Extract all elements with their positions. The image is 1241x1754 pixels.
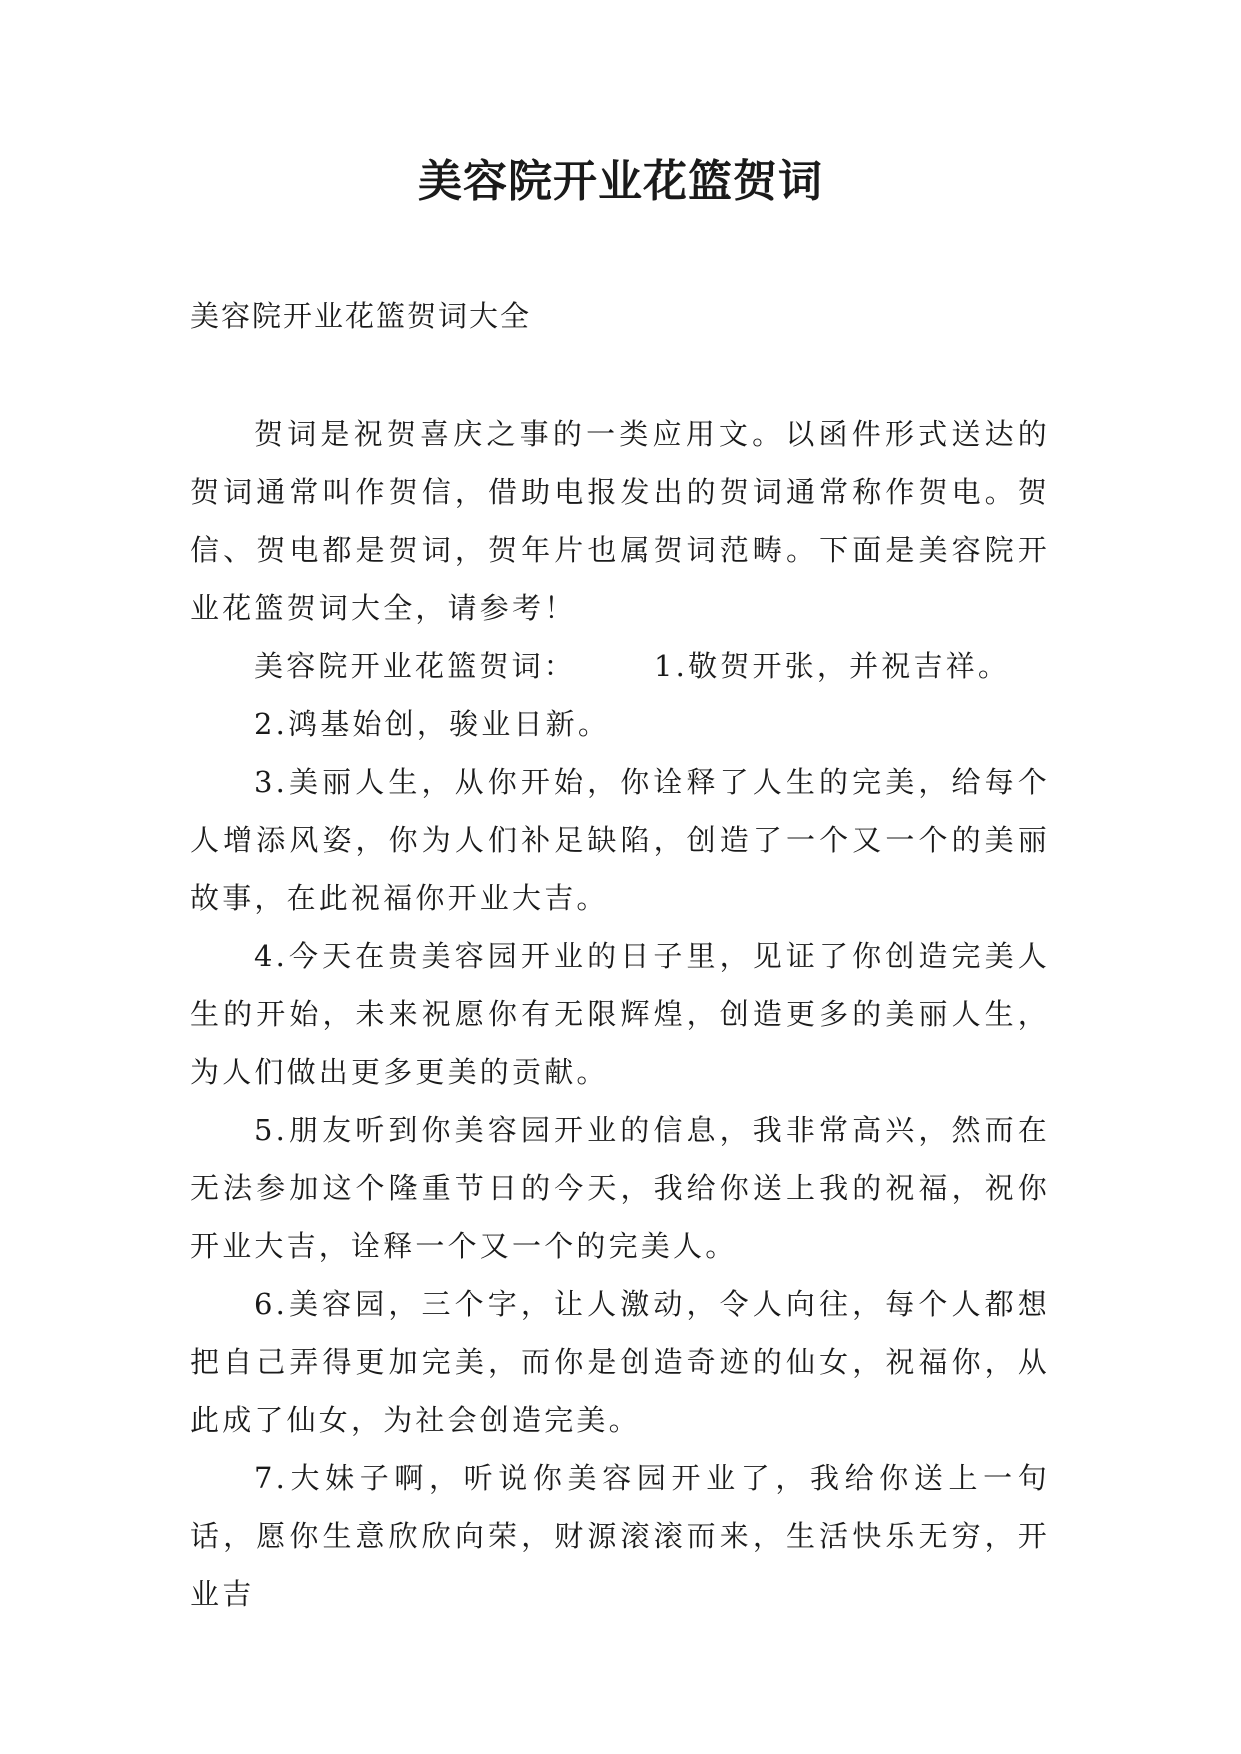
list-item-5: 5.朋友听到你美容园开业的信息，我非常高兴，然而在无法参加这个隆重节日的今天，我给你送上我的祝福，祝你开业大吉，诠释一个又一个的完美人。	[190, 1113, 1050, 1263]
list-item-4: 4.今天在贵美容园开业的日子里，见证了你创造完美人生的开始，未来祝愿你有无限辉煌，创造更多的美丽人生，为人们做出更多更美的贡献。	[190, 939, 1050, 1089]
document-title: 美容院开业花篮贺词	[418, 156, 823, 207]
document-body	[190, 405, 1050, 1623]
document-subtitle: 美容院开业花篮贺词大全	[190, 299, 532, 333]
list-item-7: 7.大妹子啊，听说你美容园开业了，我给你送上一句话，愿你生意欣欣向荣，财源滚滚而来，生活快乐无穷，开业吉	[190, 1461, 1050, 1611]
intro-paragraph: 贺词是祝贺喜庆之事的一类应用文。以函件形式送达的贺词通常叫作贺信，借助电报发出的贺词通常称作贺电。贺信、贺电都是贺词，贺年片也属贺词范畴。下面是美容院开业花篮贺词大全，请参考！	[190, 417, 1050, 625]
list-heading-paragraph	[190, 637, 1050, 695]
list-heading: 美容院开业花篮贺词：	[254, 649, 577, 683]
list-item-2: 2.鸿基始创，骏业日新。	[254, 707, 611, 741]
list-item-3: 3.美丽人生，从你开始，你诠释了人生的完美，给每个人增添风姿，你为人们补足缺陷，创造了一个又一个的美丽故事，在此祝福你开业大吉。	[190, 765, 1050, 915]
list-item-1: 1.敬贺开张，并祝吉祥。	[654, 649, 1011, 683]
list-item-6: 6.美容园，三个字，让人激动，令人向往，每个人都想把自己弄得更加完美，而你是创造奇迹的仙女，祝福你，从此成了仙女，为社会创造完美。	[190, 1287, 1050, 1437]
